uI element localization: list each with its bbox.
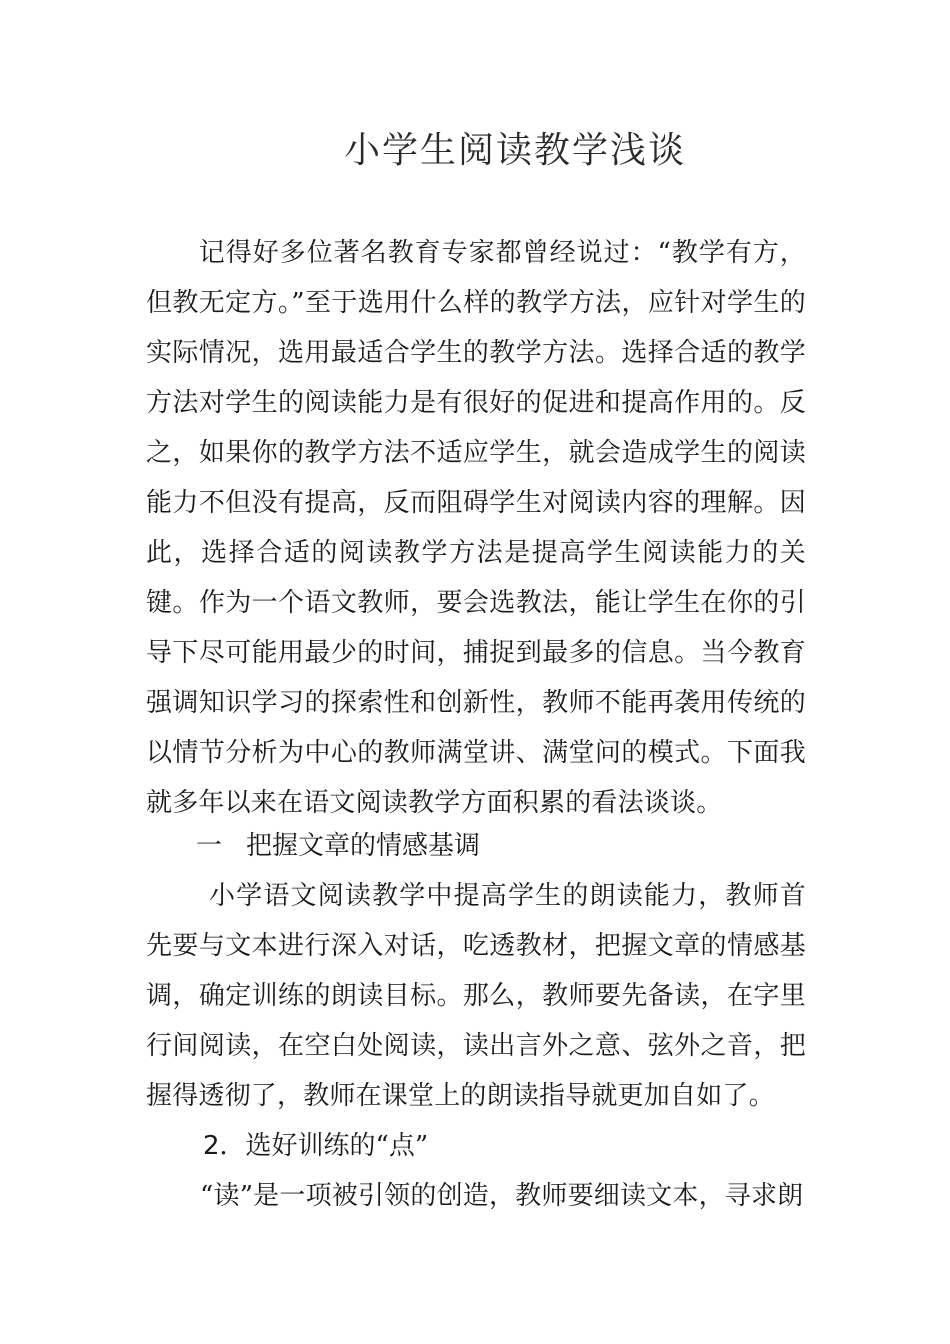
paragraph-intro [146,228,806,828]
section-heading-2 [203,1121,428,1171]
paragraph-section-2-text: “读”是一项被引领的创造，教师要细读文本，寻求朗 [200,1181,804,1211]
paragraph-section-1 [146,871,806,1121]
paragraph-section-2 [146,1171,806,1221]
paragraph-section-1-text: 小学语文阅读教学中提高学生的朗读能力，教师首先要与文本进行深入对话，吃透教材，把握文章的情感基调，确定训练的朗读目标。那么，教师要先备读，在字里行间阅读，在空白处阅读，读出言外之意、弦外之音，把握得透彻了，教师在课堂上的朗读指导就更加自如了。 [146,881,806,1111]
section-heading-1-number: 一 [196,831,223,861]
section-heading-1-text: 把握文章的情感基调 [246,831,481,861]
document-title: 小学生阅读教学浅谈 [343,130,686,171]
section-heading-1 [196,821,480,871]
paragraph-intro-text: 记得好多位著名教育专家都曾经说过：“教学有方，但教无定方。”至于选用什么样的教学方法，应针对学生的实际情况，选用最适合学生的教学方法。选择合适的教学方法对学生的阅读能力是有很好的促进和提高作用的。反之，如果你的教学方法不适应学生，就会造成学生的阅读能力不但没有提高，反而阻碍学生对阅读内容的理解。因此，选择合适的阅读教学方法是提高学生阅读能力的关键。作为一个语文教师，要会选教法，能让学生在你的引导下尽可能用最少的时间，捕捉到最多的信息。当今教育强调知识学习的探索性和创新性，教师不能再袭用传统的以情节分析为中心的教师满堂讲、满堂问的模式。下面我就多年以来在语文阅读教学方面积累的看法谈谈。 [146,238,806,818]
section-heading-2-number: 2． [203,1131,246,1161]
section-heading-2-text: 选好训练的“点” [245,1131,429,1161]
